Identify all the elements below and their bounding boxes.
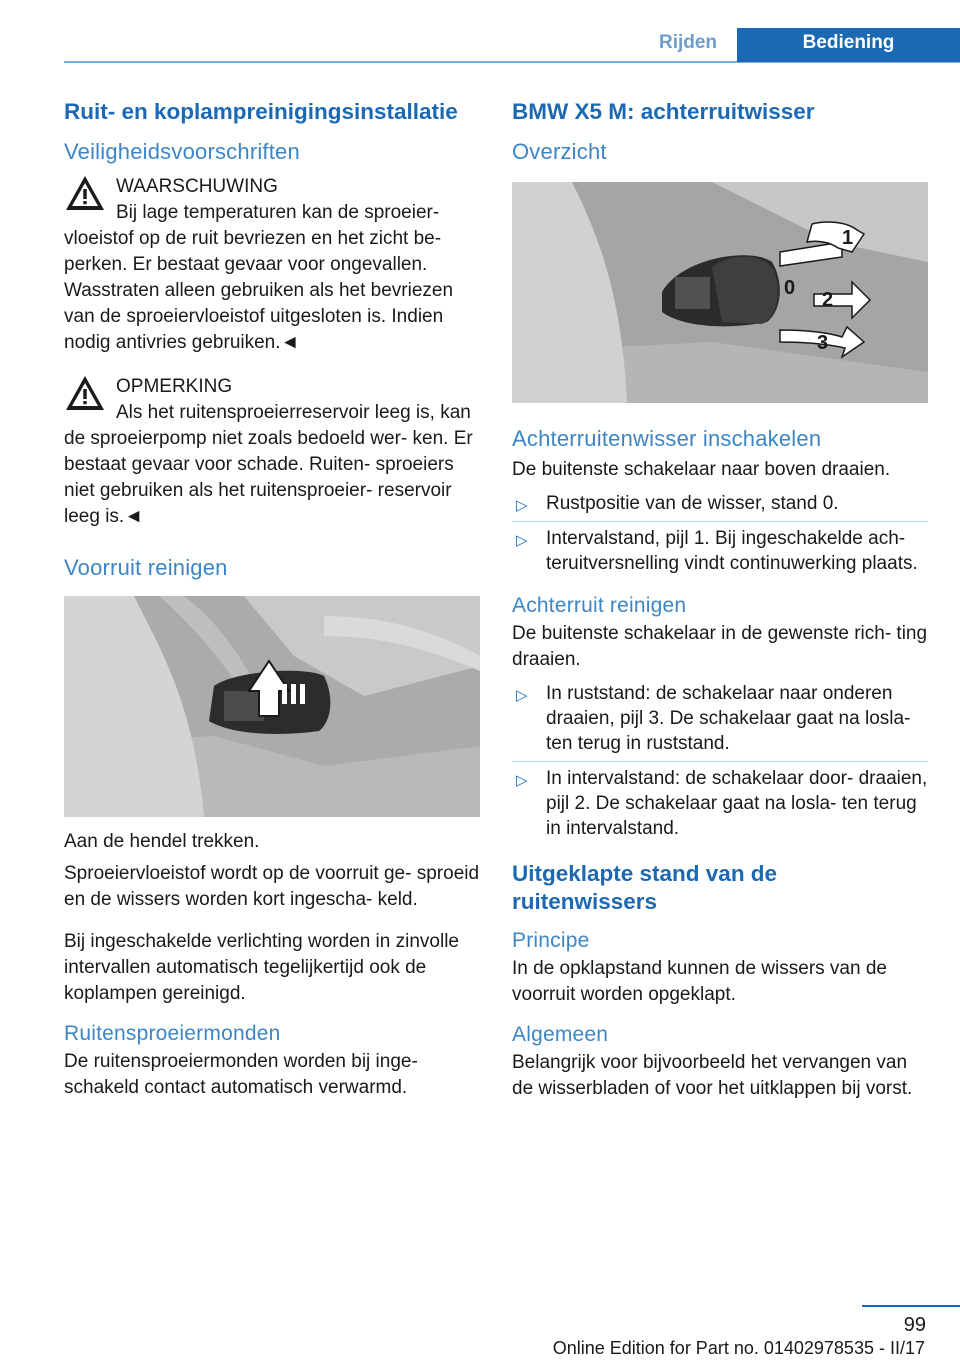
- page-number: 99: [903, 1314, 926, 1336]
- heading-folded-position: Uitgeklapte stand van de ruitenwissers: [512, 861, 778, 914]
- list-item: ▷ In ruststand: de schakelaar naar onderen draaien, pijl 3. De schakelaar gaat na losla- ten terug in ruststand.: [512, 677, 928, 762]
- label-3: 3: [817, 332, 829, 354]
- photo-wiper-lever: [64, 596, 480, 817]
- note-block: [64, 374, 481, 530]
- left-column: [64, 98, 481, 1113]
- clean-list: [512, 677, 928, 846]
- photo-rear-wiper-switch: [512, 182, 928, 403]
- para-general: Belangrijk voor bijvoorbeeld het vervangen van de wisserbladen of voor het uitklappen bij vorst.: [512, 1052, 913, 1099]
- para-principle: In de opklapstand kunnen de wissers van de voorruit worden opgeklapt.: [512, 958, 887, 1005]
- list-item: ▷ In intervalstand: de schakelaar door- draaien, pijl 2. De schakelaar gaat na losla- ten terug in intervalstand.: [516, 768, 928, 839]
- para-headlamps: Bij ingeschakelde verlichting worden in zinvolle intervallen automatisch tegelijkertijd ook de koplampen gereinigd.: [64, 931, 459, 1004]
- para-nozzles: De ruitensproeiermonden worden bij inge- schakeld contact automatisch verwarmd.: [64, 1051, 418, 1098]
- label-0: 0: [784, 277, 796, 299]
- para-pull-lever: Aan de hendel trekken.: [64, 831, 260, 852]
- warning-triangle-icon: [64, 174, 106, 212]
- tab-rijden[interactable]: Rijden: [658, 32, 718, 53]
- warning-body: Bij lage temperaturen kan de sproeier- vloeistof op de ruit bevriezen en het zicht be- perken. Er bestaat gevaar voor ongevallen. Wasstraten alleen gebruiken als het bevriezen van de sproeiervloeistof uitgesloten is. Indien nodig antivries gebruiken.◄: [64, 202, 454, 353]
- tab-bediening[interactable]: Bediening: [737, 28, 960, 62]
- label-1: 1: [842, 227, 854, 249]
- para-clean: De buitenste schakelaar in de gewenste rich- ting draaien.: [512, 623, 928, 670]
- heading-safety: Veiligheidsvoorschriften: [64, 139, 300, 164]
- para-enable: De buitenste schakelaar naar boven draaien.: [512, 459, 891, 480]
- note-body: Als het ruitensproeierreservoir leeg is, kan de sproeierpomp niet zoals bedoeld wer- ken. Er bestaat gevaar voor schade. Ruiten- sproeiers niet gebruiken als het ruitensproeier- reservoir leeg is.◄: [64, 402, 473, 527]
- section-title-ruit: Ruit- en koplampreinigingsinstallatie: [64, 99, 458, 124]
- warning-block: [64, 174, 481, 356]
- para-spray: Sproeiervloeistof wordt op de voorruit ge- sproeid en de wissers worden kort ingescha- keld.: [64, 863, 480, 910]
- enable-list: [512, 487, 928, 581]
- list-item: ▷ Intervalstand, pijl 1. Bij ingeschakelde ach- teruitversnelling vindt continuwerking plaats.: [516, 528, 918, 574]
- edition-line: Online Edition for Part no. 01402978535 - II/17: [552, 1338, 925, 1358]
- heading-voorruit: Voorruit reinigen: [64, 555, 228, 580]
- triangle-bullet-icon: ▷: [516, 497, 528, 514]
- heading-clean-rear: Achterruit reinigen: [512, 594, 687, 617]
- heading-enable-rear-wiper: Achterruitenwisser inschakelen: [512, 426, 822, 451]
- section-title-rear-wiper: BMW X5 M: achterruitwisser: [512, 99, 815, 124]
- list-item: ▷ Rustpositie van de wisser, stand 0.: [512, 487, 928, 522]
- label-2: 2: [822, 289, 834, 311]
- footer-rule: [862, 1305, 960, 1307]
- heading-principle: Principe: [512, 929, 590, 952]
- note-title: OPMERKING: [116, 376, 233, 397]
- triangle-bullet-icon: ▷: [516, 772, 528, 789]
- heading-general: Algemeen: [512, 1023, 609, 1046]
- triangle-bullet-icon: ▷: [516, 532, 528, 549]
- triangle-bullet-icon: ▷: [516, 687, 528, 704]
- right-column: [512, 98, 928, 1114]
- heading-overview: Overzicht: [512, 139, 607, 164]
- heading-nozzles: Ruitensproeiermonden: [64, 1022, 281, 1045]
- warning-triangle-icon: [64, 374, 106, 412]
- warning-title: WAARSCHUWING: [116, 176, 278, 197]
